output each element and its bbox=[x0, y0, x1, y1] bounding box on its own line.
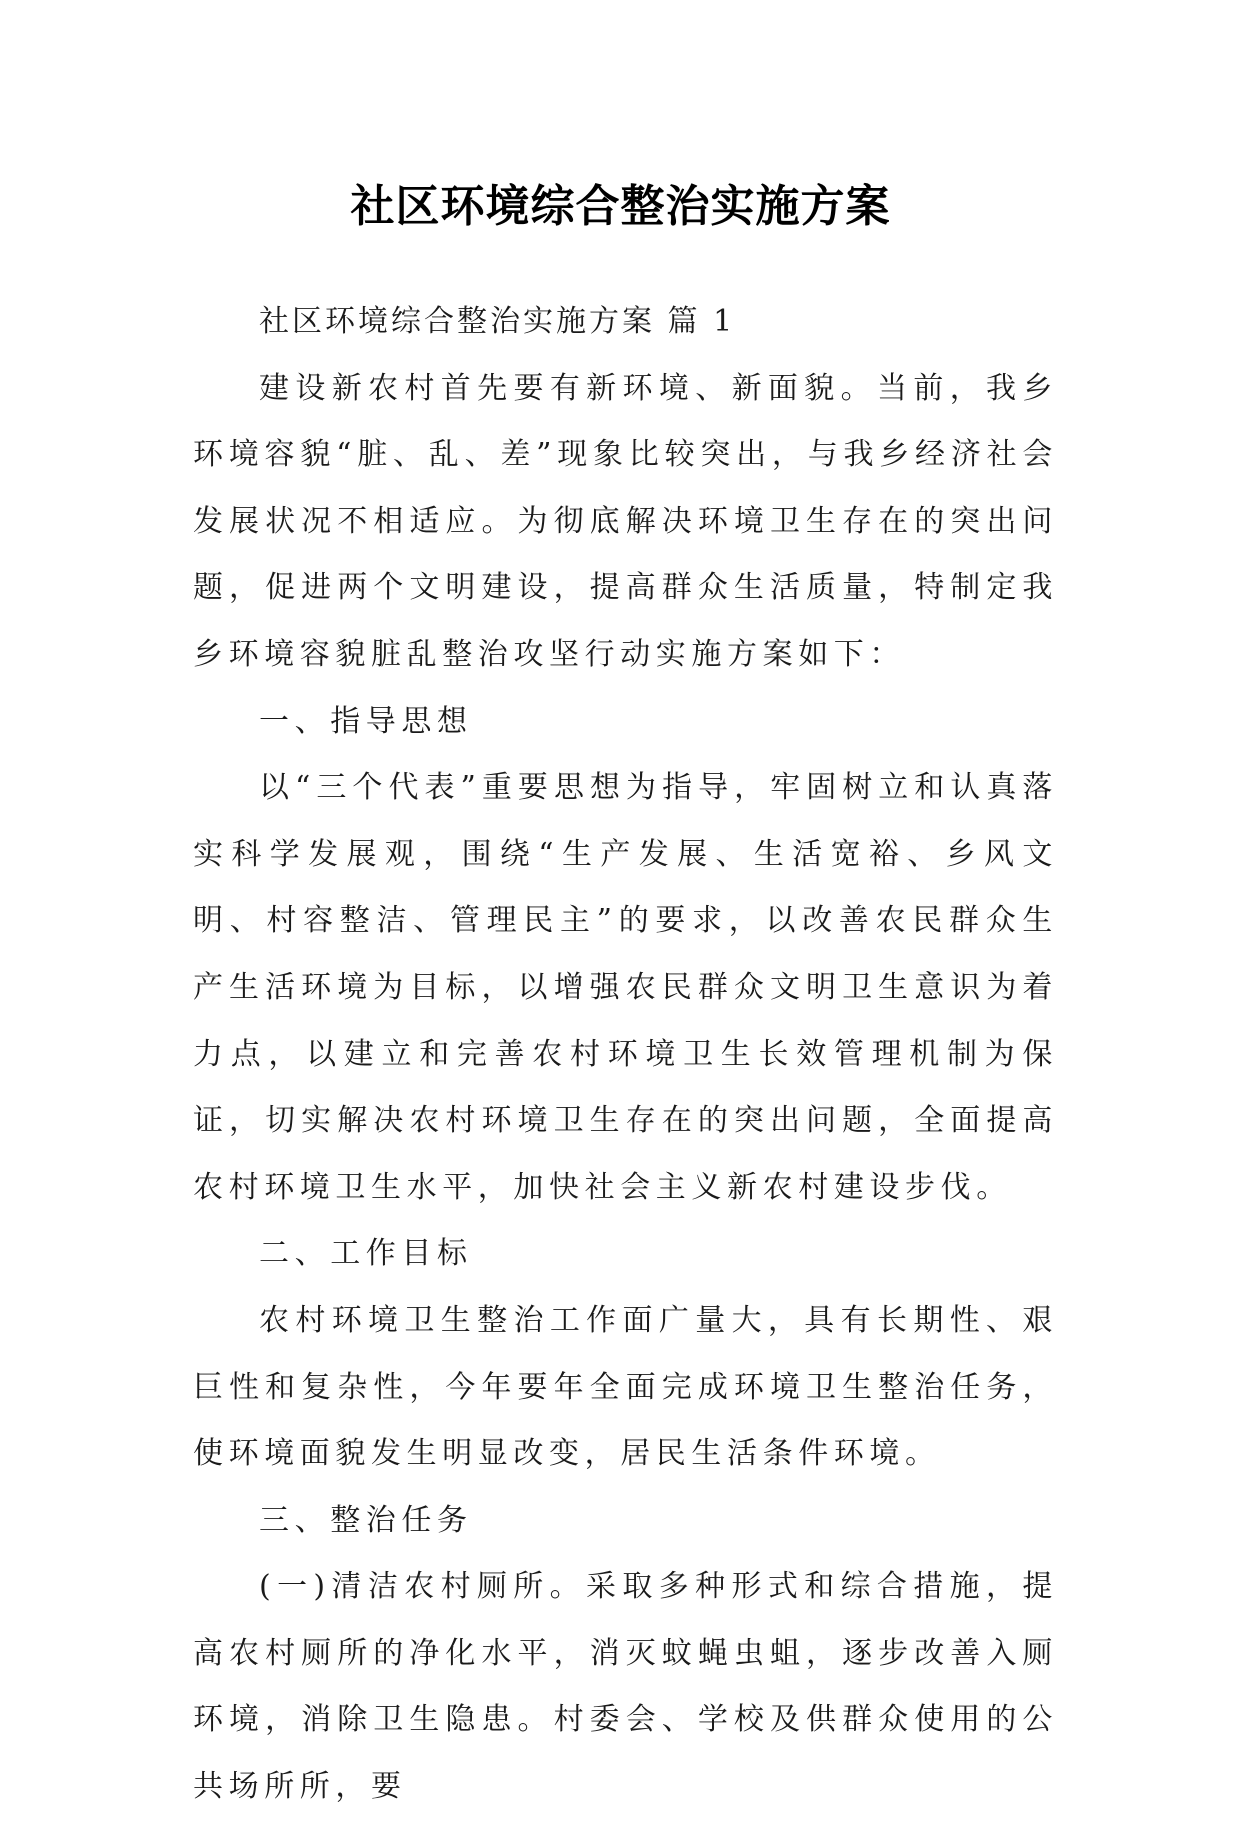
document-body bbox=[193, 289, 1058, 1821]
paragraph-guiding-ideology: 以“三个代表”重要思想为指导，牢固树立和认真落实科学发展观，围绕“生产发展、生活宽裕、乡风文明、村容整洁、管理民主”的要求，以改善农民群众生产生活环境为目标，以增强农民群众文明卫生意识为着力点，以建立和完善农村环境卫生长效管理机制为保证，切实解决农村环境卫生存在的突出问题，全面提高农村环境卫生水平，加快社会主义新农村建设步伐。 bbox=[193, 770, 1058, 1205]
document-title: 社区环境综合整治实施方案 bbox=[350, 181, 891, 233]
section-subtitle: 社区环境综合整治实施方案 篇 1 bbox=[259, 304, 736, 339]
paragraph-intro: 建设新农村首先要有新环境、新面貌。当前，我乡环境容貌“脏、乱、差”现象比较突出，与我乡经济社会发展状况不相适应。为彻底解决环境卫生存在的突出问题，促进两个文明建设，提高群众生活质量，特制定我乡环境容貌脏乱整治攻坚行动实施方案如下： bbox=[193, 370, 1058, 672]
heading-rectification-tasks: 三、整治任务 bbox=[259, 1502, 473, 1538]
paragraph-work-goals: 农村环境卫生整治工作面广量大，具有长期性、艰巨性和复杂性，今年要年全面完成环境卫生整治任务，使环境面貌发生明显改变，居民生活条件环境。 bbox=[193, 1302, 1058, 1472]
heading-guiding-ideology: 一、指导思想 bbox=[259, 703, 473, 739]
paragraph-clean-toilets: (一)清洁农村厕所。采取多种形式和综合措施，提高农村厕所的净化水平，消灭蚊蝇虫蛆，逐步改善入厕环境，消除卫生隐患。村委会、学校及供群众使用的公共场所所，要 bbox=[193, 1569, 1058, 1805]
heading-work-goals: 二、工作目标 bbox=[259, 1236, 473, 1272]
